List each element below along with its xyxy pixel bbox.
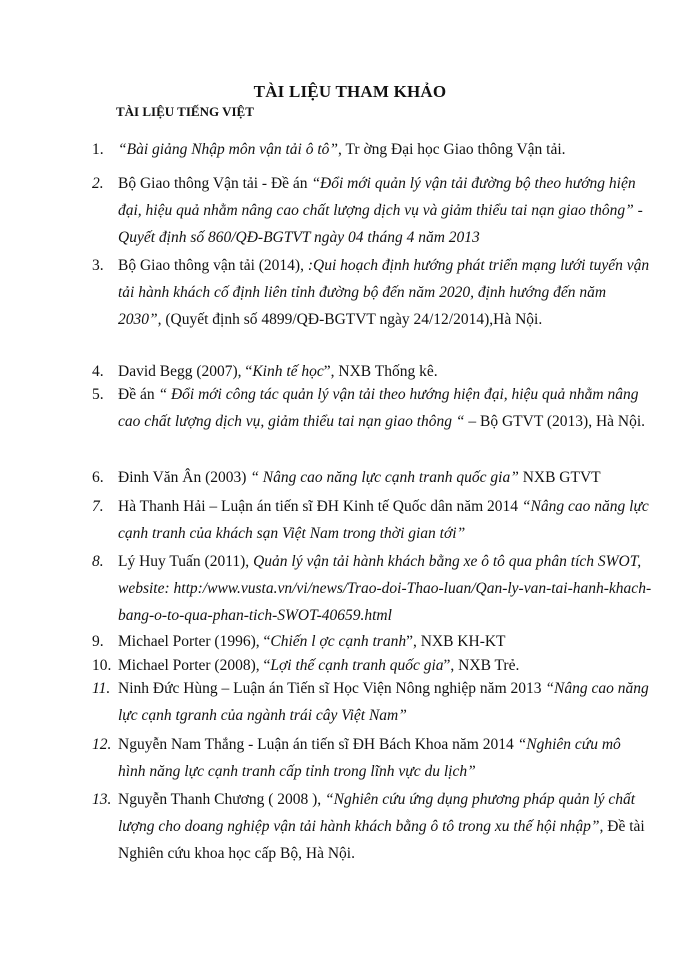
reference-item [92,548,652,629]
reference-number: 3. [92,257,104,274]
reference-text: Nguyễn Nam Thắng - Luận án tiến sĩ ĐH Bách Khoa năm 2014 [118,736,518,753]
reference-number: 12. [92,736,112,753]
reference-title: “ Nâng cao năng lực cạnh tranh quốc gia” [250,469,519,486]
reference-title: :Qui hoạch định hướng phát triển mạng lưới tuyến vận tải hành khách cố định liên tỉnh đường bộ đến năm 2020, định hướng đến năm 2030”, [118,257,650,328]
reference-title: “Nâng cao năng lực cạnh tgranh của ngành trái cây Việt Nam” [118,680,649,724]
reference-number: 11. [92,680,111,697]
page-title: TÀI LIỆU THAM KHẢO [253,82,447,101]
reference-text: (Quyết định số 4899/QĐ-BGTVT ngày 24/12/2014),Hà Nội. [161,311,543,328]
reference-title: “Nghiên cứu mô hình năng lực cạnh tranh cấp tỉnh trong lĩnh vực du lịch” [118,736,621,780]
reference-item [92,464,652,491]
reference-item [92,493,652,547]
reference-number: 6. [92,469,104,486]
reference-title: “Nghiên cứu ứng dụng phương pháp quản lý chất lượng cho doang nghiệp vận tải hành khách bằng ô tô trong xu thế hội nhập”, [118,791,636,835]
reference-number: 4. [92,363,104,380]
reference-text: ”, NXB Thống kê. [323,363,438,380]
reference-text: – Bộ GTVT (2013), Hà Nội. [464,413,646,430]
reference-item [92,252,652,333]
reference-number: 9. [92,633,104,650]
reference-title: Quản lý vận tải hành khách bằng xe ô tô qua phân tích SWOT, website: http:/www.vusta.vn/vi/news/Trao-doi-Thao-luan/Qan-ly-van-tai-hanh-khach-bang-o-to-qua-phan-tich-SWOT-40659.html [118,553,652,624]
reference-text: Bộ Giao thông vận tải (2014), [118,257,308,274]
reference-title: “Đổi mới quản lý vận tải đường bộ theo hướng hiện đại, hiệu quả nhằm nâng cao chất lượng dịch vụ và giảm thiểu tai nạn giao thông” - Quyết định số 860/QĐ-BGTVT ngày 04 tháng 4 năm 2013 [118,175,643,246]
reference-text: Đề tài Nghiên cứu khoa học cấp Bộ, Hà Nội. [118,818,645,862]
reference-number: 10. [92,657,112,674]
reference-title: “ Đổi mới công tác quản lý vận tải theo hướng hiện đại, hiệu quả nhằm nâng cao chất lượng dịch vụ, giảm thiểu tai nạn giao thông “ [118,386,639,430]
reference-number: 8. [92,553,104,570]
reference-text: Nguyễn Thanh Chương ( 2008 ), [118,791,326,808]
reference-title: Kinh tế học [252,363,324,380]
reference-number: 1. [92,141,104,158]
reference-text: ”, NXB Trẻ. [443,657,520,674]
reference-text: Ninh Đức Hùng – Luận án Tiến sĩ Học Viện Nông nghiệp năm 2013 [118,680,546,697]
reference-item [92,136,652,163]
reference-title: “Nâng cao năng lực cạnh tranh của khách sạn Việt Nam trong thời gian tới” [118,498,649,542]
reference-number: 5. [92,386,104,403]
reference-title: Chiến l ợc cạnh tranh [270,633,407,650]
reference-text: ”, NXB KH-KT [406,633,506,650]
reference-text: David Begg (2007), “ [118,363,253,380]
reference-number: 7. [92,498,104,515]
reference-title: Lợi thế cạnh tranh quốc gia [270,657,444,674]
reference-text: Michael Porter (2008), “ [118,657,271,674]
reference-item [92,731,652,785]
reference-text: Hà Thanh Hải – Luận án tiến sĩ ĐH Kinh tế Quốc dân năm 2014 [118,498,522,515]
reference-title: “Bài giảng Nhập môn vận tải ô tô” [118,141,339,158]
reference-item [92,628,652,655]
reference-item [92,381,652,435]
reference-text: Đề án [118,386,159,403]
reference-text: Lý Huy Tuấn (2011), [118,553,254,570]
reference-text: , Tr ờng Đại học Giao thông Vận tải. [338,141,566,158]
reference-item [92,170,652,251]
reference-item [92,675,652,729]
reference-text: NXB GTVT [518,469,601,486]
reference-number: 13. [92,791,112,808]
reference-text: Bộ Giao thông Vận tải - Đề án [118,175,312,192]
reference-text: Michael Porter (1996), “ [118,633,271,650]
reference-number: 2. [92,175,104,192]
section-subtitle: TÀI LIỆU TIẾNG VIỆT [116,104,254,119]
reference-text: Đinh Văn Ân (2003) [118,469,251,486]
reference-item [92,786,652,867]
